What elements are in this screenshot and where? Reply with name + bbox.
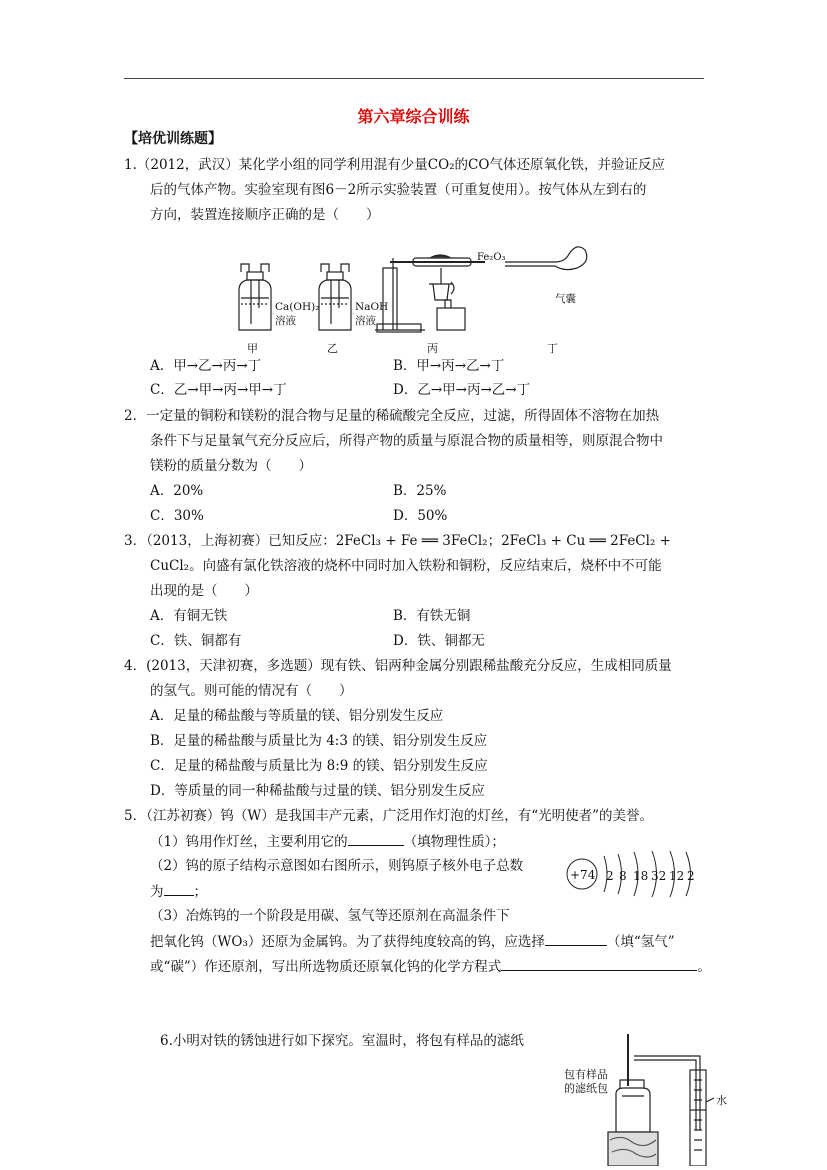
fe2o3-label: Fe₂O₃: [477, 252, 506, 263]
q5-part3-line-3: [150, 956, 711, 977]
q1-option-d: D．乙→甲→丙→乙→丁: [393, 382, 531, 398]
q4-line-1: 4．(2013，天津初赛，多选题）现有铁、铝两种金属分别跟稀盐酸充分反应，生成相同质量: [124, 658, 672, 674]
bottle-jia: [239, 280, 271, 330]
q3-line-3: 出现的是（ ）: [150, 583, 258, 599]
q5-part1-text-b: （填物理性质）；: [403, 834, 505, 850]
atom-shell-2: 8: [619, 869, 627, 883]
q5-part3-blank-2[interactable]: [501, 956, 697, 971]
q1-line-3: 方向，装置连接顺序正确的是（ ）: [150, 207, 380, 223]
atom-nucleus: +74: [570, 868, 596, 882]
q5-part3-line-2: [150, 931, 675, 952]
q4-option-a: A．足量的稀盐酸与等质量的镁、铝分别发生反应: [150, 708, 444, 724]
atom-shell-4: 32: [651, 869, 667, 883]
q5-part2-line-1: （2）钨的原子结构示意图如右图所示，则钨原子核外电子总数: [150, 858, 524, 874]
q3-line-1: 3．（2013，上海初赛）已知反应：2FeCl₃ + Fe ══ 3FeCl₂；2FeCl₃ + Cu ══ 2FeCl₂ +: [124, 533, 671, 549]
q6-sample-label-2: 的滤纸包: [564, 1082, 608, 1095]
label-jia: 甲: [247, 342, 258, 355]
atom-shell-6: 2: [687, 869, 695, 883]
q3-option-a: A．有铜无铁: [150, 608, 228, 624]
header-rule: [124, 78, 704, 79]
q6-apparatus-figure: [560, 1030, 750, 1166]
q2-option-a: A．20%: [150, 483, 204, 499]
stand-bing: [375, 268, 425, 330]
q3-option-c: C．铁、铜都有: [150, 633, 242, 649]
q2-line-1: 2．一定量的铜粉和镁粉的混合物与足量的稀硫酸完全反应，过滤，所得固体不溶物在加热: [124, 408, 660, 424]
q5-part1: [150, 831, 505, 852]
tungsten-atom-diagram: [564, 848, 710, 902]
bottle-yi: [319, 280, 351, 330]
q1-line-1: 1.（2012，武汉）某化学小组的同学利用混有少量CO₂的CO气体还原氧化铁，并验证反应: [124, 157, 665, 173]
q1-apparatus-figure: [225, 228, 605, 356]
q5-part2-blank[interactable]: [164, 881, 194, 896]
q4-option-b: B．足量的稀盐酸与质量比为 4:3 的镁、铝分别发生反应: [150, 733, 488, 749]
q5-part3-text-a: 把氧化钨（WO₃）还原为金属钨。为了获得纯度较高的钨，应选择: [150, 934, 545, 950]
balloon-label: 气囊: [555, 293, 576, 305]
balloon-ding: [505, 247, 587, 270]
q4-line-2: 的氢气。则可能的情况有（ ）: [150, 683, 353, 699]
q5-part3-text-c: 或“碳”）作还原剂，写出所选物质还原氧化钨的化学方程式: [150, 959, 502, 975]
label-yi: 乙: [327, 342, 338, 355]
q5-part3-text-b: （填“氢气”: [606, 934, 675, 950]
label-bing: 丙: [427, 342, 438, 355]
q2-option-d: D．50%: [393, 508, 448, 524]
q2-option-b: B．25%: [393, 483, 447, 499]
q5-part3-blank-1[interactable]: [545, 931, 607, 946]
q5-part3-text-d: 。: [697, 959, 711, 975]
label-ding: 丁: [547, 342, 558, 355]
q4-option-d: D．等质量的同一种稀盐酸与过量的镁、铝分别发生反应: [150, 783, 485, 799]
q3-line-2: CuCl₂。向盛有氯化铁溶液的烧杯中同时加入铁粉和铜粉，反应结束后，烧杯中不可能: [150, 558, 662, 574]
q1-line-2: 后的气体产物。实验室现有图6－2所示实验装置（可重复使用）。按气体从左到右的: [150, 182, 647, 198]
caoh2-label: Ca(OH)₂: [275, 301, 320, 313]
naoh-label: NaOH: [355, 301, 389, 313]
q5-part1-blank[interactable]: [348, 831, 404, 846]
q6-line-1: 6.小明对铁的锈蚀进行如下探究。室温时，将包有样品的滤纸: [160, 1033, 524, 1049]
q5-part1-text-a: （1）钨用作灯丝，主要利用它的: [150, 834, 348, 850]
q5-part2-text-b: ；: [193, 884, 207, 900]
q2-line-3: 镁粉的质量分数为（ ）: [150, 458, 312, 474]
q1-option-b: B．甲→丙→乙→丁: [393, 358, 505, 374]
q2-line-2: 条件下与足量氧气充分反应后，所得产物的质量与原混合物的质量相等，则原混合物中: [150, 433, 663, 449]
q6-sample-label-1: 包有样品: [564, 1068, 608, 1081]
atom-shell-1: 2: [606, 869, 614, 883]
flask: [616, 1088, 650, 1132]
naoh-solution-label: 溶液: [355, 315, 376, 327]
q2-option-c: C．30%: [150, 508, 204, 524]
atom-shell-3: 18: [633, 869, 649, 883]
q4-option-c: C．足量的稀盐酸与质量比为 8:9 的镁、铝分别发生反应: [150, 758, 488, 774]
q5-part2-text-a: 为: [150, 884, 164, 900]
q5-line-1: 5．（江苏初赛）钨（W）是我国丰产元素，广泛用作灯泡的灯丝，有“光明使者”的美誉。: [124, 808, 654, 824]
section-heading: 【培优训练题】: [124, 131, 222, 147]
page-title: 第六章综合训练: [357, 107, 470, 126]
q3-option-b: B．有铁无铜: [393, 608, 471, 624]
q5-part3-line-1: （3）冶炼钨的一个阶段是用碳、氢气等还原剂在高温条件下: [150, 908, 510, 924]
q1-option-c: C．乙→甲→丙→甲→丁: [150, 382, 287, 398]
q1-option-a: A．甲→乙→丙→丁: [150, 358, 262, 374]
q3-option-d: D．铁、铜都无: [393, 633, 485, 649]
caoh2-solution-label: 溶液: [275, 315, 296, 327]
q5-part2-line-2: [150, 881, 207, 902]
q6-water-label: 水: [716, 1094, 727, 1107]
atom-shell-5: 12: [669, 869, 685, 883]
